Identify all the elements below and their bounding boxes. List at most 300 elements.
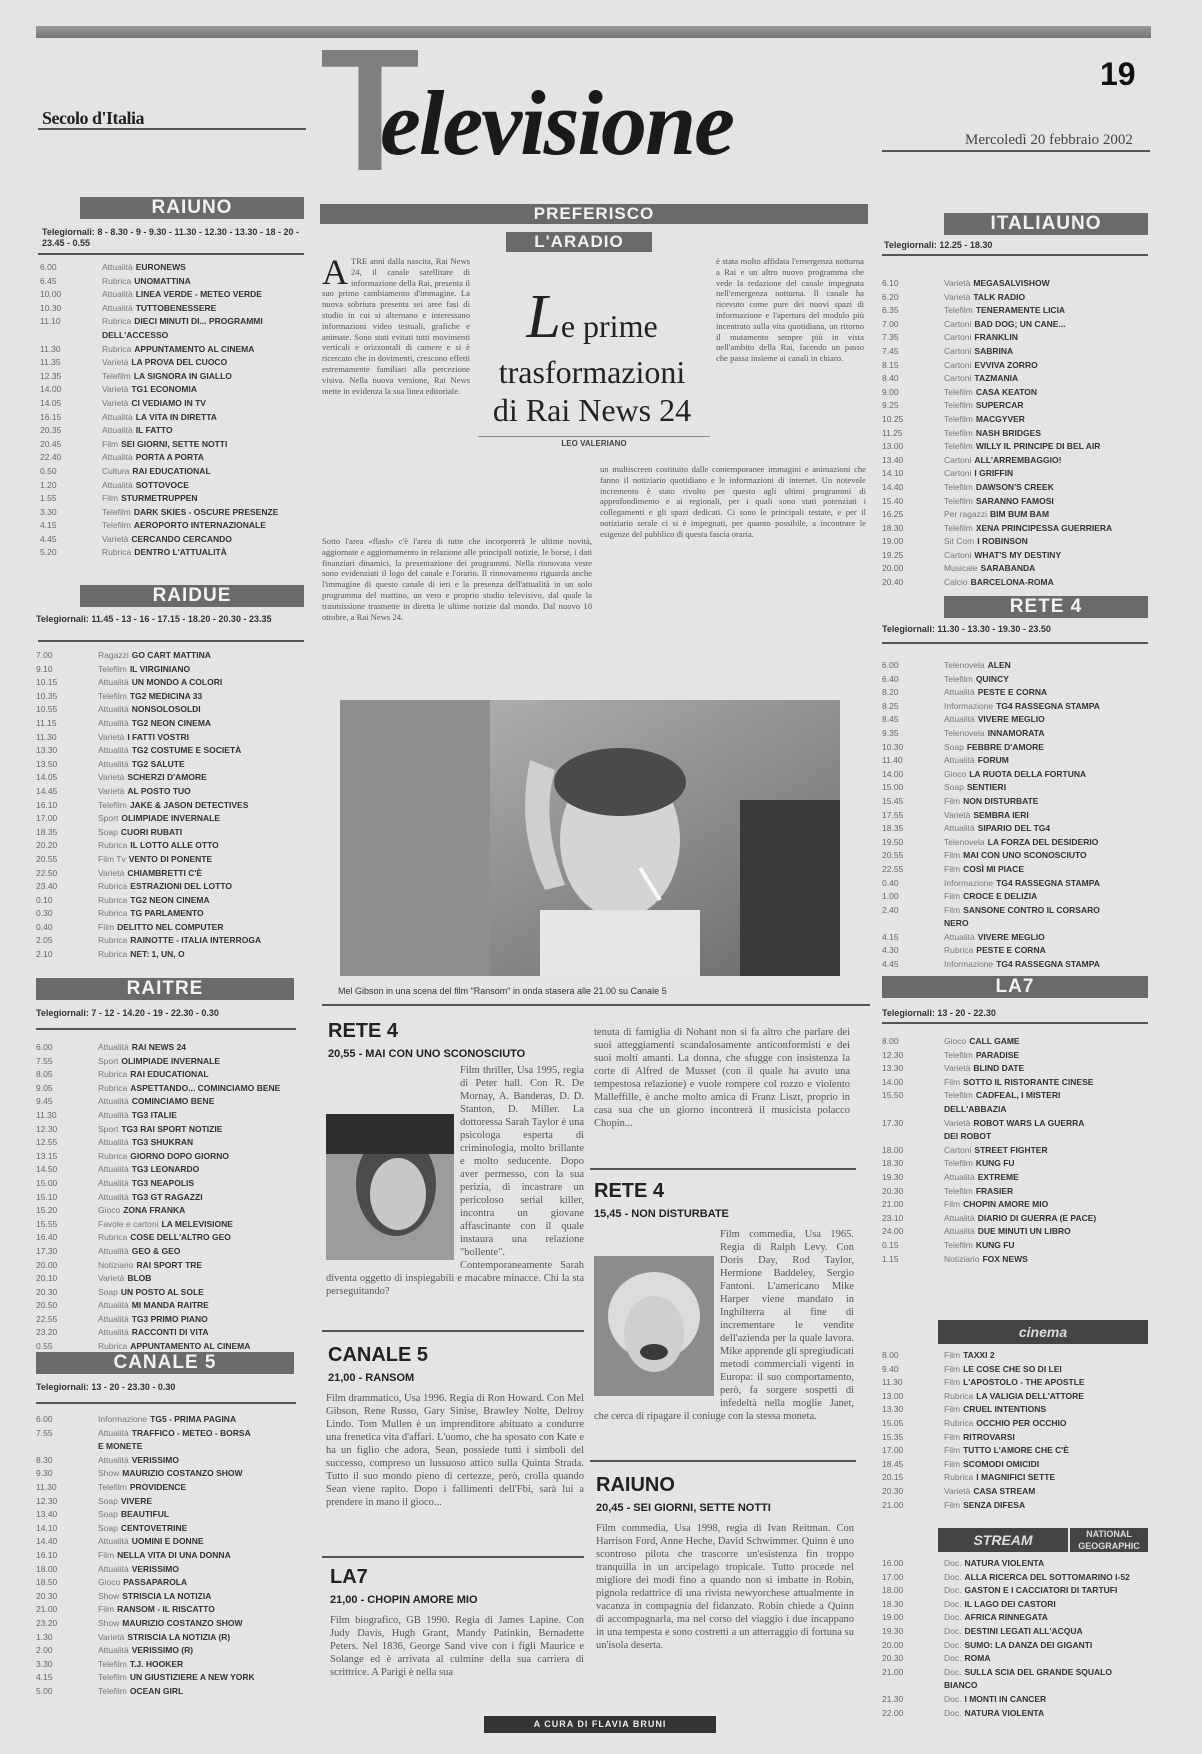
program-genre: Telefilm	[102, 506, 131, 517]
rule	[590, 1168, 856, 1170]
program-title: TG3 RAI SPORT NOTIZIE	[121, 1123, 223, 1134]
program-genre: Varietà	[98, 1273, 125, 1284]
list-item	[882, 701, 1150, 715]
program-title: ASPETTANDO... COMINCIAMO BENE	[130, 1082, 281, 1093]
newspaper-name: Secolo d'Italia	[42, 108, 145, 128]
program-time: 16.40	[36, 1232, 58, 1243]
program-title: EURONEWS	[135, 262, 186, 272]
program-genre: Rubrica	[98, 840, 128, 851]
program-title: NASH BRIDGES	[975, 427, 1041, 438]
program-genre: Telefilm	[98, 799, 127, 810]
program-title: TAZMANIA	[974, 373, 1019, 384]
list-item	[40, 480, 304, 494]
program-genre: Gioco	[98, 1205, 121, 1216]
program-title: PESTE E CORNA	[976, 945, 1046, 956]
rule	[38, 253, 304, 255]
program-time: 4.30	[882, 945, 899, 956]
program-title: MACGYVER	[975, 413, 1025, 424]
program-time: 11.10	[40, 316, 61, 327]
program-time: 7.55	[36, 1055, 53, 1066]
program-time: 0.55	[36, 1341, 53, 1352]
program-genre: Varietà	[98, 1631, 125, 1642]
program-time: 15.10	[36, 1191, 58, 1202]
program-genre: Film	[944, 1350, 961, 1360]
program-genre: Attualità	[944, 823, 975, 834]
program-title: TG3 GT RAGAZZI	[131, 1191, 203, 1202]
program-time: 7.35	[882, 332, 899, 343]
program-genre: Varietà	[98, 731, 125, 742]
list-item	[882, 837, 1150, 851]
program-genre: Telefilm	[98, 1685, 127, 1696]
program-genre: Attualità	[944, 687, 975, 698]
list-item	[36, 813, 304, 827]
program-title: FOX NEWS	[982, 1253, 1028, 1264]
program-title: RANSOM - IL RISCATTO	[117, 1604, 215, 1615]
program-genre: Rubrica	[102, 275, 132, 286]
schedule-rete4	[882, 660, 1150, 973]
program-title: RAINOTTE - ITALIA INTERROGA	[130, 935, 262, 946]
program-genre: Informazione	[98, 1414, 148, 1424]
program-title: NELLA VITA DI UNA DONNA	[117, 1549, 231, 1560]
program-title: GIORNO DOPO GIORNO	[130, 1150, 229, 1161]
program-genre: Show	[98, 1617, 120, 1628]
program-title: IL LOTTO ALLE OTTO	[130, 840, 219, 851]
program-title: T.J. HOOKER	[129, 1658, 184, 1669]
program-genre: Telefilm	[944, 400, 973, 411]
program-title: DESTINI LEGATI ALL'ACQUA	[964, 1625, 1083, 1636]
kicker-preferisco: PREFERISCO	[320, 204, 868, 224]
program-genre: Varietà	[944, 1485, 971, 1496]
list-item	[882, 1708, 1150, 1722]
program-genre: Telefilm	[98, 690, 127, 701]
program-time: 6.00	[36, 1042, 53, 1052]
list-item	[882, 1063, 1150, 1077]
list-item	[36, 800, 304, 814]
program-time: 24.00	[882, 1226, 904, 1237]
program-title: TUTTO L'AMORE CHE C'È	[963, 1445, 1069, 1456]
program-time: 20.00	[36, 1259, 58, 1270]
program-genre: Varietà	[102, 397, 129, 408]
list-item	[882, 1145, 1150, 1159]
program-genre: Attualità	[98, 1042, 129, 1052]
program-genre: Attualità	[102, 411, 133, 422]
list-item	[882, 878, 1150, 892]
list-item	[36, 1632, 298, 1646]
program-time: 20.15	[882, 1472, 904, 1483]
tg-times-raiuno: Telegiornali: 8 - 8.30 - 9 - 9.30 - 11.30 - 12.30 - 13.30 - 18 - 20 - 23.45 - 0.55	[42, 227, 299, 248]
program-title: VIVERE MEGLIO	[977, 714, 1045, 725]
program-title: TG2 NEON CINEMA	[130, 894, 210, 905]
program-genre: Informazione	[944, 700, 994, 711]
cinema-logo: cinema	[938, 1320, 1148, 1344]
program-genre: Telefilm	[102, 520, 131, 531]
program-title: TG3 LEONARDO	[131, 1164, 200, 1175]
program-time: 21.30	[882, 1693, 904, 1704]
program-title: ALL'ARREMBAGGIO!	[974, 454, 1062, 465]
program-time: 6.00	[882, 660, 899, 670]
list-item	[882, 1667, 1150, 1681]
program-genre: Sit Com	[944, 536, 975, 547]
program-time: 12.30	[36, 1495, 58, 1506]
program-title: CHOPIN AMORE MIO	[963, 1199, 1049, 1210]
program-title: BIM BUM BAM	[990, 509, 1050, 520]
program-genre: Soap	[98, 1286, 118, 1297]
list-item	[882, 577, 1150, 591]
program-title: SEMBRA IERI	[973, 809, 1029, 820]
tg-times-la7: Telegiornali: 13 - 20 - 22.30	[882, 1008, 996, 1018]
program-title: SENZA DIFESA	[963, 1499, 1026, 1510]
program-time: 3.30	[36, 1658, 53, 1669]
program-title: OCEAN GIRL	[129, 1685, 184, 1696]
program-genre: Film	[944, 850, 961, 861]
program-title: RAI EDUCATIONAL	[130, 1069, 209, 1080]
program-time: 4.15	[882, 931, 899, 942]
film-time-title: 20,55 - MAI CON UNO SCONOSCIUTO	[328, 1048, 526, 1060]
program-time: 1.20	[40, 479, 57, 490]
program-time: 14.00	[40, 384, 62, 395]
list-item	[882, 536, 1150, 550]
list-item	[882, 823, 1150, 837]
film-time-title: 20,45 - SEI GIORNI, SETTE NOTTI	[596, 1502, 771, 1514]
channel-header-raitre: RAITRE	[36, 978, 294, 1000]
list-item	[882, 1090, 1150, 1104]
program-time: 0.30	[36, 908, 53, 919]
film-description: Film drammatico, Usa 1996. Regia di Ron Howard. Con Mel Gibson, Rene Russo, Gary Sinise, Brawley Nolte, Delroy Lindo. Tom Mullen è un imprenditore abituato a condurre una frenetica vita d'affari. L'uomo, che ha sposato con Kate e ha un figlio che adora, Sean, possiede tutti i simboli del successo, compreso un lussuoso attico sulla Quinta Strada. Tutto il suo mondo pieno di certezze, però, crolla quando Sean viene rapito. Dopo i fallimenti dell'Fbi, sarà lui a prendere in mano il gioco...	[326, 1393, 584, 1508]
program-title: CHIAMBRETTI C'È	[127, 867, 203, 878]
program-time: 20.00	[882, 563, 904, 574]
program-title: DARK SKIES - OSCURE PRESENZE	[133, 506, 279, 517]
program-time: 20.35	[40, 425, 62, 436]
program-genre: Cartoni	[944, 373, 972, 384]
list-item	[36, 1564, 298, 1578]
program-title: TG3 SHUKRAN	[131, 1137, 194, 1148]
program-genre: Rubrica	[98, 1341, 128, 1352]
program-time: 20.40	[882, 577, 904, 588]
program-genre: Varietà	[944, 809, 971, 820]
schedule-canale5	[36, 1414, 298, 1699]
program-genre: Telenovela	[944, 836, 985, 847]
program-time: 14.05	[40, 397, 62, 408]
program-genre: Attualità	[98, 1427, 129, 1438]
program-time: 17.30	[36, 1245, 58, 1256]
program-time: 0.15	[882, 1239, 899, 1250]
list-item	[36, 1205, 298, 1219]
list-item	[882, 1213, 1150, 1227]
program-title: SUMO: LA DANZA DEI GIGANTI	[964, 1639, 1093, 1650]
program-title: CENTOVETRINE	[120, 1522, 188, 1533]
article-col-4: un multiscreen costituito dalle contemporanee immagini e animazioni che fanno il notiziario quotidiano e le informazioni di internet. Un notevole incremento è stato rivolto per questo agli ultimi programmi di approfondimento e ai regionali, per i quali sono stati potenziati i collegamenti e gli spazi dedicati. Ci sono le principali testate, e per il notiziario serale ci si è impegnati, per quanto possibile, a incontrare le esigenze del pubblico di questa fascia oraria.	[600, 464, 866, 539]
program-time: 19.30	[882, 1625, 904, 1636]
program-title: SARABANDA	[980, 563, 1036, 574]
program-title: LA MELEVISIONE	[161, 1218, 233, 1229]
program-title: BLIND DATE	[973, 1063, 1025, 1074]
list-item	[882, 1050, 1150, 1064]
program-time: 9.30	[36, 1468, 53, 1479]
program-genre: Doc.	[944, 1666, 962, 1677]
program-time: 17.55	[882, 809, 904, 820]
program-time: 23.10	[882, 1212, 904, 1223]
film-network: CANALE 5	[328, 1344, 429, 1366]
program-time: 14.10	[882, 468, 904, 479]
program-genre: Attualità	[102, 289, 133, 300]
program-title: GASTON E I CACCIATORI DI TARTUFI	[964, 1585, 1118, 1596]
list-item	[882, 482, 1150, 496]
program-genre: Per ragazzi	[944, 509, 987, 520]
list-item	[40, 384, 304, 398]
list-item	[36, 1523, 298, 1537]
program-genre: Doc.	[944, 1612, 962, 1623]
program-title: ALLA RICERCA DEL SOTTOMARINO I-52	[964, 1571, 1130, 1582]
program-title: APPUNTAMENTO AL CINEMA	[130, 1341, 251, 1352]
list-item	[882, 305, 1150, 319]
film-time-title: 15,45 - NON DISTURBATE	[594, 1208, 729, 1220]
program-time: 16.00	[882, 1558, 904, 1568]
program-time: 16.10	[36, 1549, 58, 1560]
program-title: LA RUOTA DELLA FORTUNA	[969, 768, 1087, 779]
list-item	[882, 1432, 1150, 1446]
program-title: SCHERZI D'AMORE	[127, 772, 207, 783]
program-time: 20.00	[882, 1639, 904, 1650]
program-title: XENA PRINCIPESSA GUERRIERA	[975, 522, 1113, 533]
schedule-raidue	[36, 650, 304, 963]
list-item	[36, 1482, 298, 1496]
program-time: 9.25	[882, 400, 899, 411]
list-item	[36, 827, 304, 841]
program-time: 21.00	[882, 1666, 904, 1677]
program-title: AL POSTO TUO	[127, 785, 191, 796]
list-item	[882, 864, 1150, 878]
program-title: TG2 COSTUME E SOCIETÀ	[131, 745, 242, 756]
program-title: RAI SPORT TRE	[136, 1259, 203, 1270]
program-genre: Film	[944, 1199, 961, 1210]
photo-de-mornay	[326, 1114, 454, 1260]
program-time: 10.15	[36, 677, 58, 688]
program-time: 11.15	[36, 717, 57, 728]
program-time: 0.40	[36, 921, 53, 932]
program-title: GO CART MATTINA	[131, 650, 211, 660]
program-time: 13.30	[36, 745, 58, 756]
program-title: ALEN	[987, 660, 1011, 670]
list-item: NERO	[944, 918, 969, 929]
list-item	[36, 1151, 298, 1165]
program-time: 19.00	[882, 1612, 904, 1623]
program-genre: Film	[944, 1377, 961, 1388]
list-item	[36, 691, 304, 705]
program-time: 18.00	[36, 1563, 58, 1574]
program-title: I MAGNIFICI SETTE	[976, 1472, 1056, 1483]
program-time: 4.45	[40, 533, 57, 544]
program-genre: Cartoni	[944, 345, 972, 356]
channel-header-italiauno: ITALIAUNO	[944, 213, 1148, 235]
program-genre: Doc.	[944, 1707, 962, 1718]
list-item	[882, 468, 1150, 482]
program-genre: Telefilm	[944, 1239, 973, 1250]
program-title: TUTTOBENESSERE	[135, 302, 217, 313]
program-title: LE COSE CHE SO DI LEI	[963, 1363, 1062, 1374]
list-item	[36, 718, 304, 732]
program-time: 13.00	[882, 441, 904, 452]
program-time: 7.00	[36, 650, 53, 660]
program-title: TG1 ECONOMIA	[131, 384, 197, 395]
list-item	[36, 895, 304, 909]
list-item	[36, 1124, 298, 1138]
program-title: TG4 RASSEGNA STAMPA	[996, 877, 1100, 888]
list-item	[36, 1645, 298, 1659]
list-item	[882, 959, 1150, 973]
program-genre: Telefilm	[944, 305, 973, 316]
article-headline: Le prime trasformazioni di Rai News 24	[492, 283, 692, 428]
list-item	[882, 1254, 1150, 1268]
program-genre: Attualità	[944, 1212, 975, 1223]
list-item	[882, 332, 1150, 346]
list-item	[40, 466, 304, 480]
program-title: UN POSTO AL SOLE	[120, 1286, 204, 1297]
program-time: 11.35	[40, 357, 61, 368]
list-item	[36, 1287, 298, 1301]
photo-doris-day-illustration	[594, 1256, 714, 1396]
list-item: DELL'ABBAZIA	[944, 1103, 1007, 1114]
program-genre: Rubrica	[98, 1069, 128, 1080]
list-item	[882, 1036, 1150, 1050]
program-title: TG2 SALUTE	[131, 758, 185, 769]
program-title: OLIMPIADE INVERNALE	[121, 813, 221, 824]
list-item	[36, 1618, 298, 1632]
program-genre: Attualità	[944, 1171, 975, 1182]
program-title: DIECI MINUTI DI... PROGRAMMI	[134, 316, 263, 327]
program-genre: Cartoni	[944, 549, 972, 560]
program-title: TG4 RASSEGNA STAMPA	[996, 959, 1100, 970]
list-item	[36, 704, 304, 718]
program-time: 9.10	[36, 663, 53, 674]
program-time: 8.45	[882, 714, 899, 725]
program-title: FRASIER	[975, 1185, 1014, 1196]
program-genre: Attualità	[98, 1137, 129, 1148]
program-genre: Film	[944, 863, 961, 874]
program-title: SUPERCAR	[975, 400, 1024, 411]
list-item	[882, 1199, 1150, 1213]
program-time: 22.40	[40, 452, 62, 463]
channel-header-raidue: RAIDUE	[80, 585, 304, 607]
program-title: I GRIFFIN	[974, 468, 1014, 479]
list-item	[882, 1172, 1150, 1186]
program-title: CERCANDO CERCANDO	[131, 533, 232, 544]
list-item	[40, 439, 304, 453]
list-item	[36, 1232, 298, 1246]
program-genre: Film	[944, 1458, 961, 1469]
program-title: TAXXI 2	[963, 1350, 995, 1360]
program-genre: Show	[98, 1590, 120, 1601]
program-time: 8.05	[36, 1069, 53, 1080]
schedule-la7	[882, 1036, 1150, 1267]
schedule-cinema	[882, 1350, 1150, 1513]
program-time: 7.00	[882, 318, 899, 329]
list-item	[40, 262, 304, 276]
program-time: 14.10	[36, 1522, 58, 1533]
list-item	[882, 1572, 1150, 1586]
program-time: 2.40	[882, 904, 899, 915]
list-item	[40, 425, 304, 439]
film-description: Film commedia, Usa 1965. Regia di Ralph Levy. Con Doris Day, Rod Taylor, Hermione Baddeley, Sergio Fantoni. L'americano Mike Harper viene mandato in Inghilterra al fine di incrementare le vendite dell'azienda per la quale lavora. Mike apprende gli spregiudicati metodi commerciali vigenti in Europa: il suo comportamento, però, fa sorgere sospetti di infedeltà nella moglie Janet, che cerca di ripagare il coniuge con la stessa moneta.	[594, 1229, 854, 1422]
program-genre: Rubrica	[98, 1082, 128, 1093]
list-item	[882, 292, 1150, 306]
program-time: 6.00	[36, 1414, 53, 1424]
schedule-raiuno	[40, 262, 304, 561]
program-title: MAURIZIO COSTANZO SHOW	[122, 1617, 243, 1628]
program-genre: Attualità	[98, 1245, 129, 1256]
program-time: 3.30	[40, 506, 57, 517]
stream-logo: STREAM	[938, 1528, 1068, 1552]
program-genre: Rubrica	[102, 343, 132, 354]
film-description: Film thriller, Usa 1995, regia di Peter hall. Con R. De Mornay, A. Banderas, D. D. Stanton, D. Miller. La dottoressa Sarah Taylor è una psicologa esperta di criminologia, molto brillante e molto seducente. Dopo aver permesso, con la sua perizia, di incastrare un pericoloso serial killer, incontra un giovane affascinante con il quale instaura una relazione "bollente". Contemporaneamente Sarah diventa oggetto di inspiegabili e macabre minacce. Chi la sta perseguitando?	[326, 1065, 584, 1297]
list-item	[882, 523, 1150, 537]
program-time: 5.00	[36, 1685, 53, 1696]
program-title: BAD DOG; UN CANE...	[974, 318, 1066, 329]
list-item	[36, 1083, 298, 1097]
program-genre: Telenovela	[944, 727, 985, 738]
footer-credit: A CURA DI FLAVIA BRUNI	[484, 1716, 716, 1733]
program-time: 1.55	[40, 493, 57, 504]
program-time: 9.05	[36, 1082, 53, 1093]
program-title: LA VITA IN DIRETTA	[135, 411, 217, 422]
program-title: CADFEAL, I MISTERI	[975, 1090, 1061, 1101]
list-item	[40, 344, 304, 358]
program-genre: Doc.	[944, 1598, 962, 1609]
program-title: AFRICA RINNEGATA	[964, 1612, 1048, 1623]
program-time: 20.55	[882, 850, 904, 861]
drop-cap: A	[322, 256, 348, 292]
program-time: 4.15	[36, 1672, 53, 1683]
program-title: PORTA A PORTA	[135, 452, 204, 463]
list-item	[36, 1550, 298, 1564]
film-network: LA7	[330, 1566, 368, 1588]
program-time: 13.00	[882, 1390, 904, 1401]
list-item	[882, 1694, 1150, 1708]
program-time: 6.20	[882, 291, 899, 302]
program-title: FRANKLIN	[974, 332, 1018, 343]
program-time: 14.40	[882, 481, 904, 492]
channel-header-la7: LA7	[882, 976, 1148, 998]
program-title: TRAFFICO - METEO - BORSA	[131, 1427, 251, 1438]
list-item	[882, 728, 1150, 742]
date-rule	[882, 150, 1150, 152]
list-item	[36, 935, 304, 949]
program-title: STRISCIA LA NOTIZIA	[122, 1590, 212, 1601]
program-time: 17.30	[882, 1117, 904, 1128]
program-genre: Attualità	[102, 452, 133, 463]
list-item	[40, 289, 304, 303]
program-title: RACCONTI DI VITA	[131, 1327, 209, 1338]
program-time: 4.15	[40, 520, 57, 531]
program-title: KUNG FU	[975, 1158, 1015, 1169]
film-time-title: 21,00 - RANSOM	[328, 1372, 415, 1384]
program-time: 11.30	[36, 1481, 57, 1492]
rule	[322, 1556, 584, 1558]
program-title: CUORI RUBATI	[120, 826, 183, 837]
list-item	[36, 840, 304, 854]
list-item	[36, 772, 304, 786]
list-item: E MONETE	[98, 1441, 143, 1452]
program-time: 23.20	[36, 1327, 58, 1338]
program-time: 10.30	[882, 741, 904, 752]
tg-times-rete4: Telegiornali: 11.30 - 13.30 - 19.30 - 23.50	[882, 624, 1051, 634]
photo-mel-gibson	[340, 700, 840, 976]
program-time: 11.30	[40, 343, 61, 354]
list-item	[40, 303, 304, 317]
program-genre: Telefilm	[944, 481, 973, 492]
program-title: APPUNTAMENTO AL CINEMA	[134, 343, 255, 354]
program-title: UN GIUSTIZIERE A NEW YORK	[129, 1672, 255, 1683]
list-item	[882, 428, 1150, 442]
